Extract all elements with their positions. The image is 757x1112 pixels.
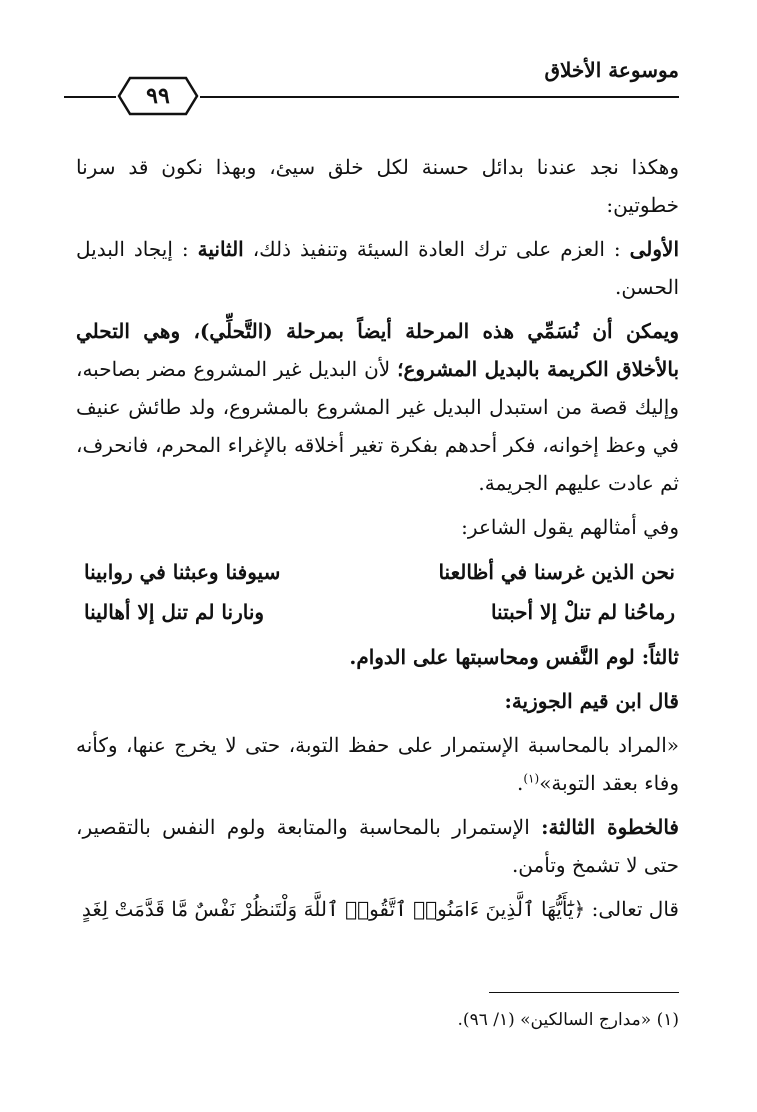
paragraph-6-heading: قال ابن قيم الجوزية: (504, 689, 679, 713)
poem-verse (76, 592, 679, 632)
verse-first-half: رماحُنا لم تنلْ إلا أحبتنا (490, 600, 675, 624)
paragraph-8 (76, 808, 679, 884)
page-number: ٩٩ (146, 83, 170, 109)
verse-second-half: ونارنا لم تنل إلا أهالينا (84, 600, 265, 624)
second-step-label: الثانية (197, 237, 244, 261)
first-step-text: : العزم على ترك العادة السيئة وتنفيذ ذلك، (252, 237, 621, 261)
paragraph-1: وهكذا نجد عندنا بدائل حسنة لكل خلق سيئ، وبهذا نكون قد سرنا خطوتين: (76, 155, 679, 217)
footnote-rule (489, 992, 679, 993)
quran-verse: ﴿يَٰٓأَيُّهَا ٱلَّذِينَ ءَامَنُوا۟ ٱتَّقُوا۟ ٱللَّهَ وَلْتَنظُرْ نَفْسٌ مَّا قَدَّمَتْ لِغَدٍ (81, 897, 586, 921)
poem (76, 552, 679, 632)
paragraph-5-heading: ثالثاً: لوم النَّفس ومحاسبتها على الدوام. (349, 645, 679, 669)
quotation (76, 726, 679, 802)
verse-second-half: سيوفنا وعبثنا في روابينا (84, 560, 281, 584)
header-rule-left (64, 96, 116, 98)
quotation-end: . (517, 771, 524, 795)
third-step-text: الإستمرار بالمحاسبة والمتابعة ولوم النفس بالتقصير، حتى لا تشمخ وتأمن. (76, 815, 679, 877)
quran-intro: قال تعالى: (591, 897, 679, 921)
main-text (76, 148, 679, 934)
first-step-label: الأولى (629, 237, 680, 261)
quotation-text: «المراد بالمحاسبة الإستمرار على حفظ التوبة، حتى لا يخرج عنها، وكأنه وفاء بعقد التوبة» (76, 733, 679, 795)
paragraph-3 (76, 312, 679, 502)
paragraph-4: وفي أمثالهم يقول الشاعر: (461, 515, 679, 539)
verse-first-half: نحن الذين غرسنا في أظالعنا (438, 560, 675, 584)
third-step-label: فالخطوة الثالثة: (541, 815, 679, 839)
poem-verse (76, 552, 679, 592)
quran-verse-line (76, 890, 679, 928)
footnote-reference[interactable]: (١) (523, 771, 540, 786)
book-title: موسوعة الأخلاق (544, 58, 679, 82)
paragraph-3-bold: ويمكن أن نُسَمِّي هذه المرحلة أيضاً بمرحلة (التَّحلِّي)، وهي التحلي بالأخلاق الكريمة بالبديل المشروع؛ (76, 319, 680, 381)
header-rule-right (200, 96, 679, 98)
page-number-badge (116, 74, 200, 118)
second-step-text: : إيجاد البديل الحسن. (76, 237, 679, 299)
paragraph-2 (76, 230, 679, 306)
footnote: (١) «مدارج السالكين» (١/ ٩٦). (457, 1010, 679, 1030)
paragraph-3-text: لأن البديل غير المشروع مضر بصاحبه، وإليك قصة من استبدل البديل غير المشروع بالمشروع، ولد طائش عنيف في وعظ إخوانه، فكر أحدهم بفكرة تغير أخلاقه بالإغراء المحرم، فانحرف، ثم عادت عليهم الجريمة. (76, 357, 679, 495)
